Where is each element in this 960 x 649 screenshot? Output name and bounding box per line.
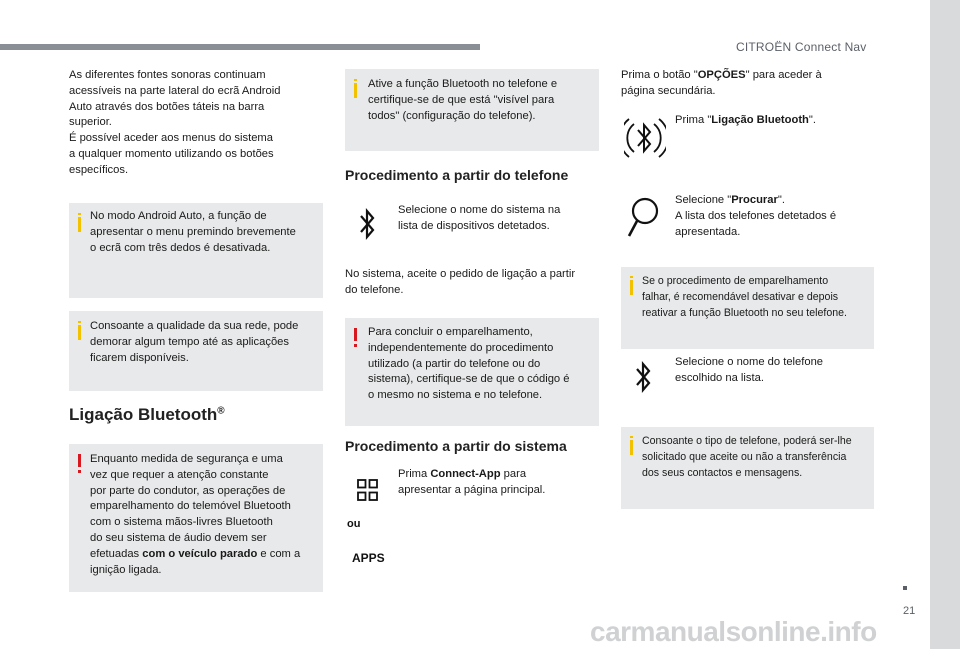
info-icon	[354, 83, 357, 98]
warning-box-safety: Enquanto medida de segurança e uma vez que requer a atenção constante por parte do condutor, as operações de emparelhamento do telemóvel Bluetooth com o sistema mãos-livres Bluetooth do seu sistema de áudio devem ser efetuadas com o veículo parado e com a ignição ligada.	[69, 444, 323, 592]
apps-button-label: APPS	[352, 551, 385, 565]
step-connect-app: Prima Connect-App para apresentar a página principal.	[398, 468, 546, 496]
step-select-phone: Selecione o nome do telefone escolhido na lista.	[675, 356, 824, 384]
warning-icon	[78, 454, 81, 467]
info-icon	[630, 280, 633, 295]
section-heading-bluetooth: Ligação Bluetooth®	[69, 405, 225, 424]
step-bluetooth-link: Prima "Ligação Bluetooth".	[675, 114, 816, 126]
info-icon	[630, 440, 633, 455]
info-box-contacts: Consoante o tipo de telefone, poderá ser-lhe solicitado que aceite ou não a transferência dos seus contactos e mensagens.	[621, 427, 874, 509]
info-box-network: Consoante a qualidade da sua rede, pode demorar algum tempo até as aplicações ficarem disponíveis.	[69, 311, 323, 391]
step-search: Selecione "Procurar". A lista dos telefones detetados é apresentada.	[675, 194, 837, 238]
info-icon	[78, 217, 81, 232]
connect-app-grid-icon	[357, 479, 379, 503]
bluetooth-connection-icon	[624, 116, 666, 162]
info-box-pairing-failure: Se o procedimento de emparelhamento falhar, é recomendável desativar e depois reativar a função Bluetooth no seu telefone.	[621, 267, 874, 349]
warning-icon	[354, 328, 357, 341]
brand-title: CITROËN Connect Nav	[736, 40, 867, 54]
section-heading-phone: Procedimento a partir do telefone	[345, 167, 569, 183]
info-icon	[78, 325, 81, 340]
bluetooth-icon	[632, 359, 654, 397]
watermark: carmanualsonline.info	[590, 616, 877, 647]
options-instruction: Prima o botão "OPÇÕES" para aceder à página secundária.	[621, 69, 822, 97]
info-box-activate-bt: Ative a função Bluetooth no telefone e certifique-se de que está "visível para todos" (configuração do telefone).	[345, 69, 599, 151]
search-icon	[625, 196, 661, 240]
side-tab	[930, 0, 960, 649]
warning-box-code: Para concluir o emparelhamento, independentemente do procedimento utilizado (a partir do telefone ou do sistema), certifique-se de que o código é o mesmo no sistema e no telefone.	[345, 318, 599, 426]
header-rule	[0, 44, 480, 50]
page-number: 21	[903, 605, 916, 617]
bluetooth-icon	[356, 206, 378, 244]
step-select-system: Selecione o nome do sistema na lista de dispositivos detetados.	[398, 204, 561, 232]
continuation-marker	[903, 586, 907, 590]
intro-text: As diferentes fontes sonoras continuam acessíveis na parte lateral do ecrã Android Auto através dos botões táteis na barra superior. É possível aceder aos menus do sistema a qualquer momento utilizando os botões específicos.	[69, 69, 281, 176]
or-label: ou	[347, 518, 361, 530]
accept-request-text: No sistema, aceite o pedido de ligação a partir do telefone.	[345, 268, 576, 296]
info-box-android-auto: No modo Android Auto, a função de apresentar o menu premindo brevemente o ecrã com três dedos é desativada.	[69, 203, 323, 298]
section-heading-system: Procedimento a partir do sistema	[345, 438, 567, 454]
